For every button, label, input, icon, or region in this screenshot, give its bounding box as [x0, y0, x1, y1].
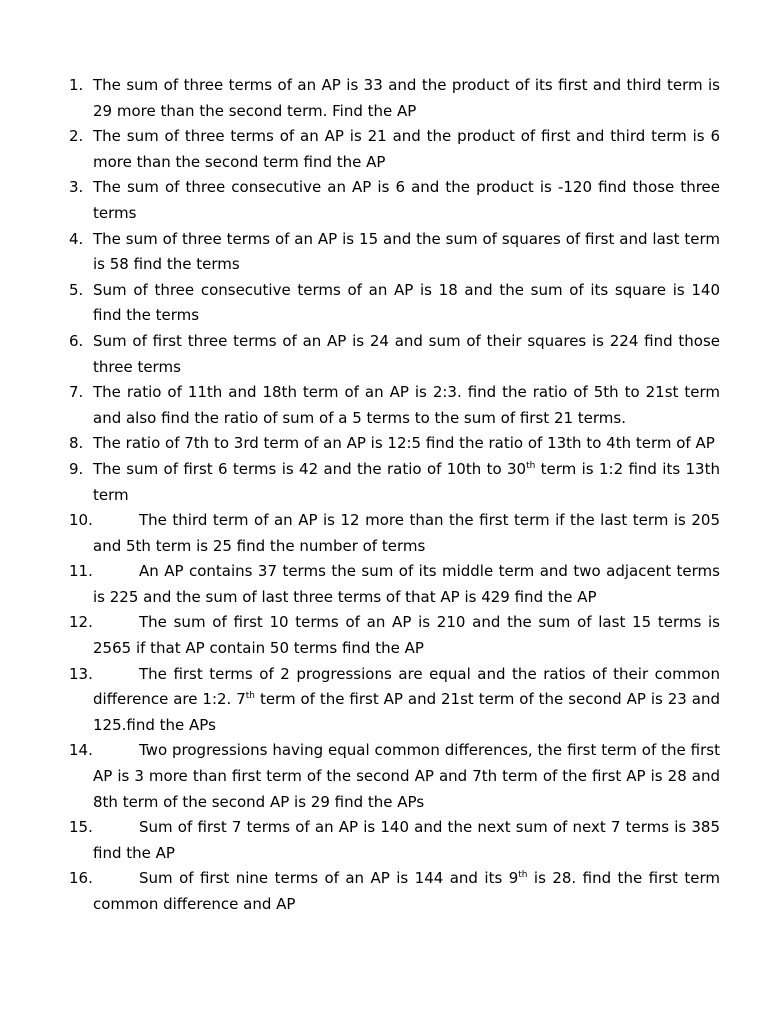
question-number: 11.	[69, 562, 93, 581]
question-text	[93, 460, 720, 504]
ordinal-superscript: th	[518, 870, 528, 881]
question-text-segment: is 28. find the first term common difference and AP	[93, 869, 720, 913]
question-text-segment: term is 1:2 find its 13th term	[93, 459, 720, 504]
question-item	[69, 380, 720, 431]
question-text-segment: The third term of an AP is 12 more than the first term if the last term is 205 and 5th term is 25 find the number of terms	[93, 511, 720, 555]
question-number: 8.	[69, 434, 84, 453]
question-item	[69, 738, 720, 815]
question-text-segment: The ratio of 11th and 18th term of an AP is 2:3. find the ratio of 5th to 21st term and also find the ratio of sum of a 5 terms to the sum of first 21 terms.	[93, 383, 720, 427]
question-text-segment: The first terms of 2 progressions are equal and the ratios of their common difference are 1:2. 7	[93, 664, 720, 709]
question-number: 5.	[69, 280, 84, 299]
question-text	[93, 332, 720, 376]
question-text-segment: term of the first AP and 21st term of the second AP is 23 and 125.find the APs	[93, 690, 720, 734]
question-text	[93, 511, 720, 555]
question-text	[93, 383, 720, 427]
question-number: 16.	[69, 869, 93, 888]
question-item	[69, 124, 720, 175]
question-text-segment: The sum of three consecutive an AP is 6 and the product is -120 find those three terms	[93, 178, 720, 222]
question-text	[93, 434, 715, 452]
question-text	[93, 818, 720, 862]
question-number: 2.	[69, 127, 84, 146]
question-text-segment: An AP contains 37 terms the sum of its middle term and two adjacent terms is 225 and the sum of last three terms of that AP is 429 find the AP	[93, 562, 720, 606]
question-text	[93, 741, 720, 810]
question-number: 3.	[69, 178, 84, 197]
question-item	[69, 662, 720, 739]
question-list	[69, 73, 720, 918]
question-item	[69, 278, 720, 329]
question-text-segment: Two progressions having equal common differences, the first term of the first AP is 3 more than first term of the second AP and 7th term of the first AP is 28 and 8th term of the second AP is 29 find the APs	[93, 741, 720, 811]
question-text	[93, 178, 720, 222]
question-text-segment: Sum of first three terms of an AP is 24 and sum of their squares is 224 find those three terms	[93, 331, 720, 376]
question-text-segment: Sum of first 7 terms of an AP is 140 and the next sum of next 7 terms is 385 find the AP	[93, 818, 720, 862]
question-text	[93, 281, 720, 325]
ordinal-superscript: th	[526, 460, 536, 471]
question-text-segment: The sum of first 6 terms is 42 and the ratio of 10th to 30	[93, 459, 527, 478]
question-item	[69, 457, 720, 508]
question-number: 1.	[69, 76, 84, 94]
question-item	[69, 329, 720, 380]
question-number: 13.	[69, 664, 93, 683]
question-number: 4.	[69, 229, 84, 248]
question-item	[69, 431, 720, 457]
question-text	[93, 562, 720, 606]
question-text-segment: Sum of first nine terms of an AP is 144 and its 9	[139, 869, 519, 888]
question-text	[93, 613, 720, 657]
question-number: 6.	[69, 331, 84, 350]
question-text-segment: The sum of three terms of an AP is 21 and the product of first and third term is 6 more than the second term find the AP	[93, 127, 720, 171]
question-text-segment: Sum of three consecutive terms of an AP is 18 and the sum of its square is 140 find the terms	[93, 280, 720, 325]
question-text	[93, 127, 720, 171]
question-text-segment: The ratio of 7th to 3rd term of an AP is 12:5 find the ratio of 13th to 4th term of AP	[93, 434, 715, 453]
question-item	[69, 175, 720, 226]
question-item	[69, 610, 720, 661]
question-item	[69, 73, 720, 124]
question-text	[93, 869, 720, 913]
question-item	[69, 227, 720, 278]
question-item	[69, 815, 720, 866]
question-item	[69, 559, 720, 610]
question-text-segment: The sum of first 10 terms of an AP is 210 and the sum of last 15 terms is 2565 if that AP contain 50 terms find the AP	[93, 613, 720, 658]
question-number: 14.	[69, 741, 93, 760]
question-number: 10.	[69, 511, 93, 530]
question-text-segment: The sum of three terms of an AP is 15 and the sum of squares of first and last term is 58 find the terms	[93, 229, 720, 274]
question-text	[93, 665, 720, 734]
question-text	[93, 76, 720, 120]
question-item	[69, 866, 720, 917]
question-number: 12.	[69, 613, 93, 632]
question-item	[69, 508, 720, 559]
question-number: 9.	[69, 459, 84, 478]
question-number: 7.	[69, 383, 84, 402]
ordinal-superscript: th	[245, 691, 256, 702]
question-text-segment: The sum of three terms of an AP is 33 and the product of its first and third term is 29 more than the second term. Find the AP	[93, 76, 720, 120]
question-number: 15.	[69, 818, 93, 837]
question-text	[93, 230, 720, 274]
